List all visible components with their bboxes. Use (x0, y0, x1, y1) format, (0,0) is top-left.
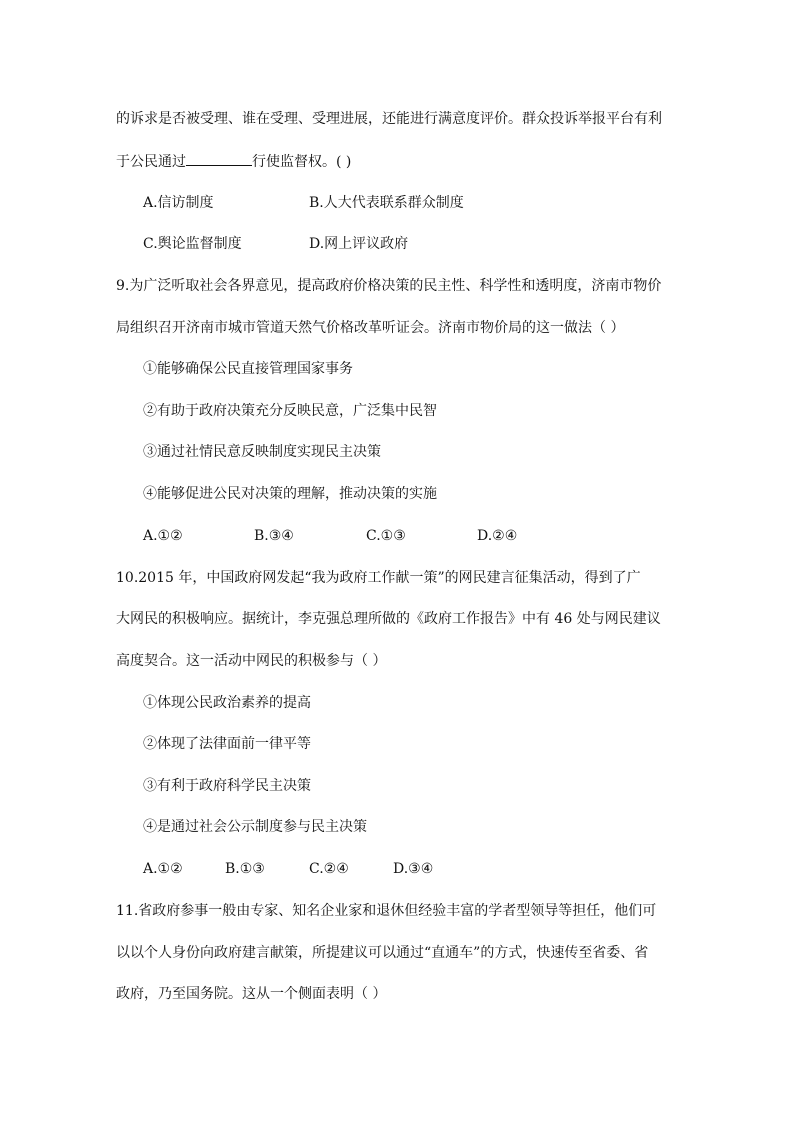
q9-statement-3: ③通过社情民意反映制度实现民主决策 (143, 444, 381, 460)
q11-text-line-1: 11.省政府参事一般由专家、知名企业家和退休但经验丰富的学者型领导等担任，他们可 (116, 903, 657, 919)
q10-text-line-2: 大网民的积极响应。据统计，李克强总理所做的《政府工作报告》中有 46 处与网民建议 (116, 611, 661, 627)
q8-line-2-suffix: 行使监督权。( ) (252, 154, 352, 170)
q8-line-2-prefix: 于公民通过 (116, 154, 186, 170)
q10-option-c: C.②④ (309, 861, 349, 877)
q8-option-a: A.信访制度 (143, 195, 214, 211)
q9-statement-2: ②有助于政府决策充分反映民意，广泛集中民智 (143, 403, 437, 419)
q10-option-d: D.③④ (393, 861, 434, 877)
q10-statement-1: ①体现公民政治素养的提高 (143, 695, 311, 711)
q8-option-b: B.人大代表联系群众制度 (309, 195, 464, 211)
q10-text-line-1: 10.2015 年，中国政府网发起“我为政府工作献一策”的网民建言征集活动，得到了广 (116, 570, 641, 586)
q10-text-line-3: 高度契合。这一活动中网民的积极参与（ ） (116, 653, 387, 669)
fill-in-blank (186, 151, 252, 166)
q8-option-c: C.舆论监督制度 (143, 236, 242, 252)
q9-text-line-2: 局组织召开济南市城市管道天然气价格改革听证会。济南市物价局的这一做法（ ） (116, 320, 625, 336)
q8-text-line-1: 的诉求是否被受理、谁在受理、受理进展，还能进行满意度评价。群众投诉举报平台有利 (116, 111, 662, 127)
q8-text-line-2 (116, 151, 351, 172)
q9-option-a: A.①② (143, 528, 183, 544)
q11-text-line-3: 政府，乃至国务院。这从一个侧面表明（ ） (116, 986, 387, 1002)
q9-statement-1: ①能够确保公民直接管理国家事务 (143, 361, 353, 377)
q9-option-c: C.①③ (366, 528, 406, 544)
q10-option-a: A.①② (143, 861, 183, 877)
q10-statement-2: ②体现了法律面前一律平等 (143, 736, 311, 752)
q10-option-b: B.①③ (225, 861, 265, 877)
q9-option-d: D.②④ (477, 528, 518, 544)
q8-option-d: D.网上评议政府 (309, 236, 409, 252)
q9-option-b: B.③④ (254, 528, 294, 544)
q10-statement-3: ③有利于政府科学民主决策 (143, 778, 311, 794)
q11-text-line-2: 以以个人身份向政府建言献策，所提建议可以通过“直通车”的方式，快速传至省委、省 (116, 945, 649, 961)
q9-statement-4: ④能够促进公民对决策的理解，推动决策的实施 (143, 486, 437, 502)
q10-statement-4: ④是通过社会公示制度参与民主决策 (143, 819, 367, 835)
q9-text-line-1: 9.为广泛听取社会各界意见，提高政府价格决策的民主性、科学性和透明度，济南市物价 (116, 278, 662, 294)
